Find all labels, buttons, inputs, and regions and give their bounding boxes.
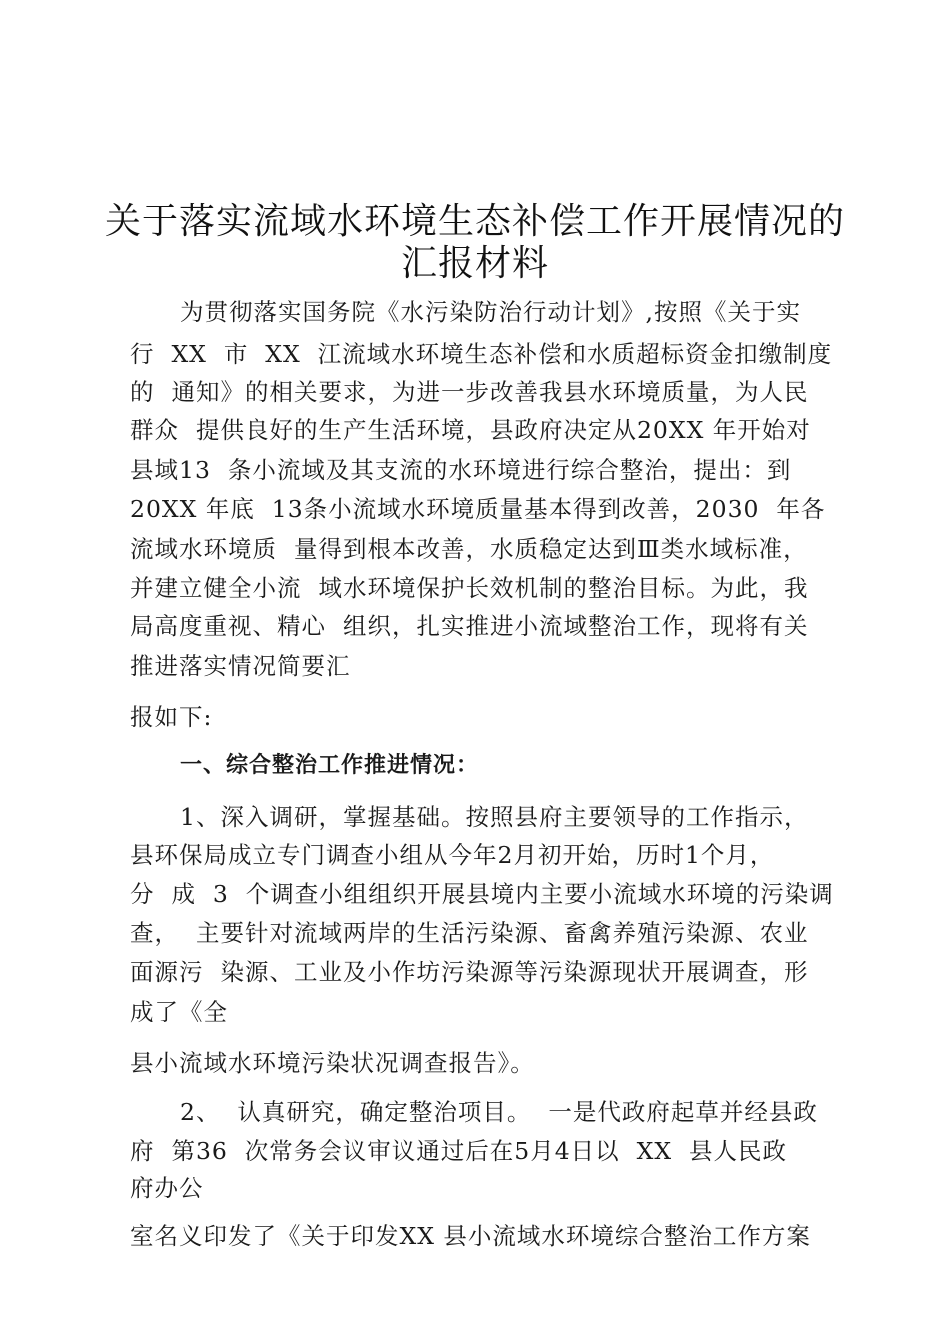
paragraph-line: 县域13 条小流域及其支流的水环境进行综合整治，提出：到 (130, 456, 792, 484)
paragraph-line: 的 通知》的相关要求，为进一步改善我县水环境质量，为人民 (130, 378, 809, 406)
paragraph-line: 行 XX 市 XX 江流域水环境生态补偿和水质超标资金扣缴制度 (130, 340, 833, 368)
paragraph-line: 府 第36 次常务会议审议通过后在5月4日以 XX 县人民政 (130, 1137, 788, 1165)
paragraph-line: 推进落实情况简要汇 (130, 652, 351, 680)
paragraph-line: 流域水环境质 量得到根本改善，水质稳定达到Ⅲ类水域标准， (130, 535, 808, 563)
document-title-line-2: 汇报材料 (400, 243, 549, 284)
paragraph-line: 成了《全 (130, 998, 228, 1026)
paragraph-line: 群众 提供良好的生产生活环境，县政府决定从20XX 年开始对 (130, 416, 811, 444)
paragraph-line: 县小流域水环境污染状况调查报告》。 (130, 1049, 535, 1077)
paragraph-line: 分 成 3 个调查小组组织开展县境内主要小流域水环境的污染调 (130, 880, 834, 908)
paragraph-line: 府办公 (130, 1174, 204, 1202)
paragraph-line: 1、深入调研，掌握基础。按照县府主要领导的工作指示， (180, 803, 809, 831)
paragraph-line: 查， 主要针对流域两岸的生活污染源、畜禽养殖污染源、农业 (130, 919, 809, 947)
paragraph-line: 面源污 染源、工业及小作坊污染源等污染源现状开展调查，形 (130, 958, 809, 986)
paragraph-line: 县环保局成立专门调查小组从今年2月初开始，历时1个月， (130, 841, 775, 869)
paragraph-line: 室名义印发了《关于印发XX 县小流域水环境综合整治工作方案 (130, 1222, 811, 1250)
section-heading: 一、综合整治工作推进情况： (180, 753, 480, 778)
paragraph-line: 局高度重视、精心 组织，扎实推进小流域整治工作，现将有关 (130, 612, 809, 640)
document-title-line-1: 关于落实流域水环境生态补偿工作开展情况的 (104, 201, 845, 242)
paragraph-line: 并建立健全小流 域水环境保护长效机制的整治目标。为此，我 (130, 574, 809, 602)
paragraph-line: 20XX 年底 13条小流域水环境质量基本得到改善，2030 年各 (130, 495, 826, 523)
paragraph-line: 2、 认真研究，确定整治项目。 一是代政府起草并经县政 (180, 1098, 818, 1126)
paragraph-line: 为贯彻落实国务院《水污染防治行动计划》,按照《关于实 (180, 298, 801, 326)
paragraph-line: 报如下: (130, 703, 213, 731)
